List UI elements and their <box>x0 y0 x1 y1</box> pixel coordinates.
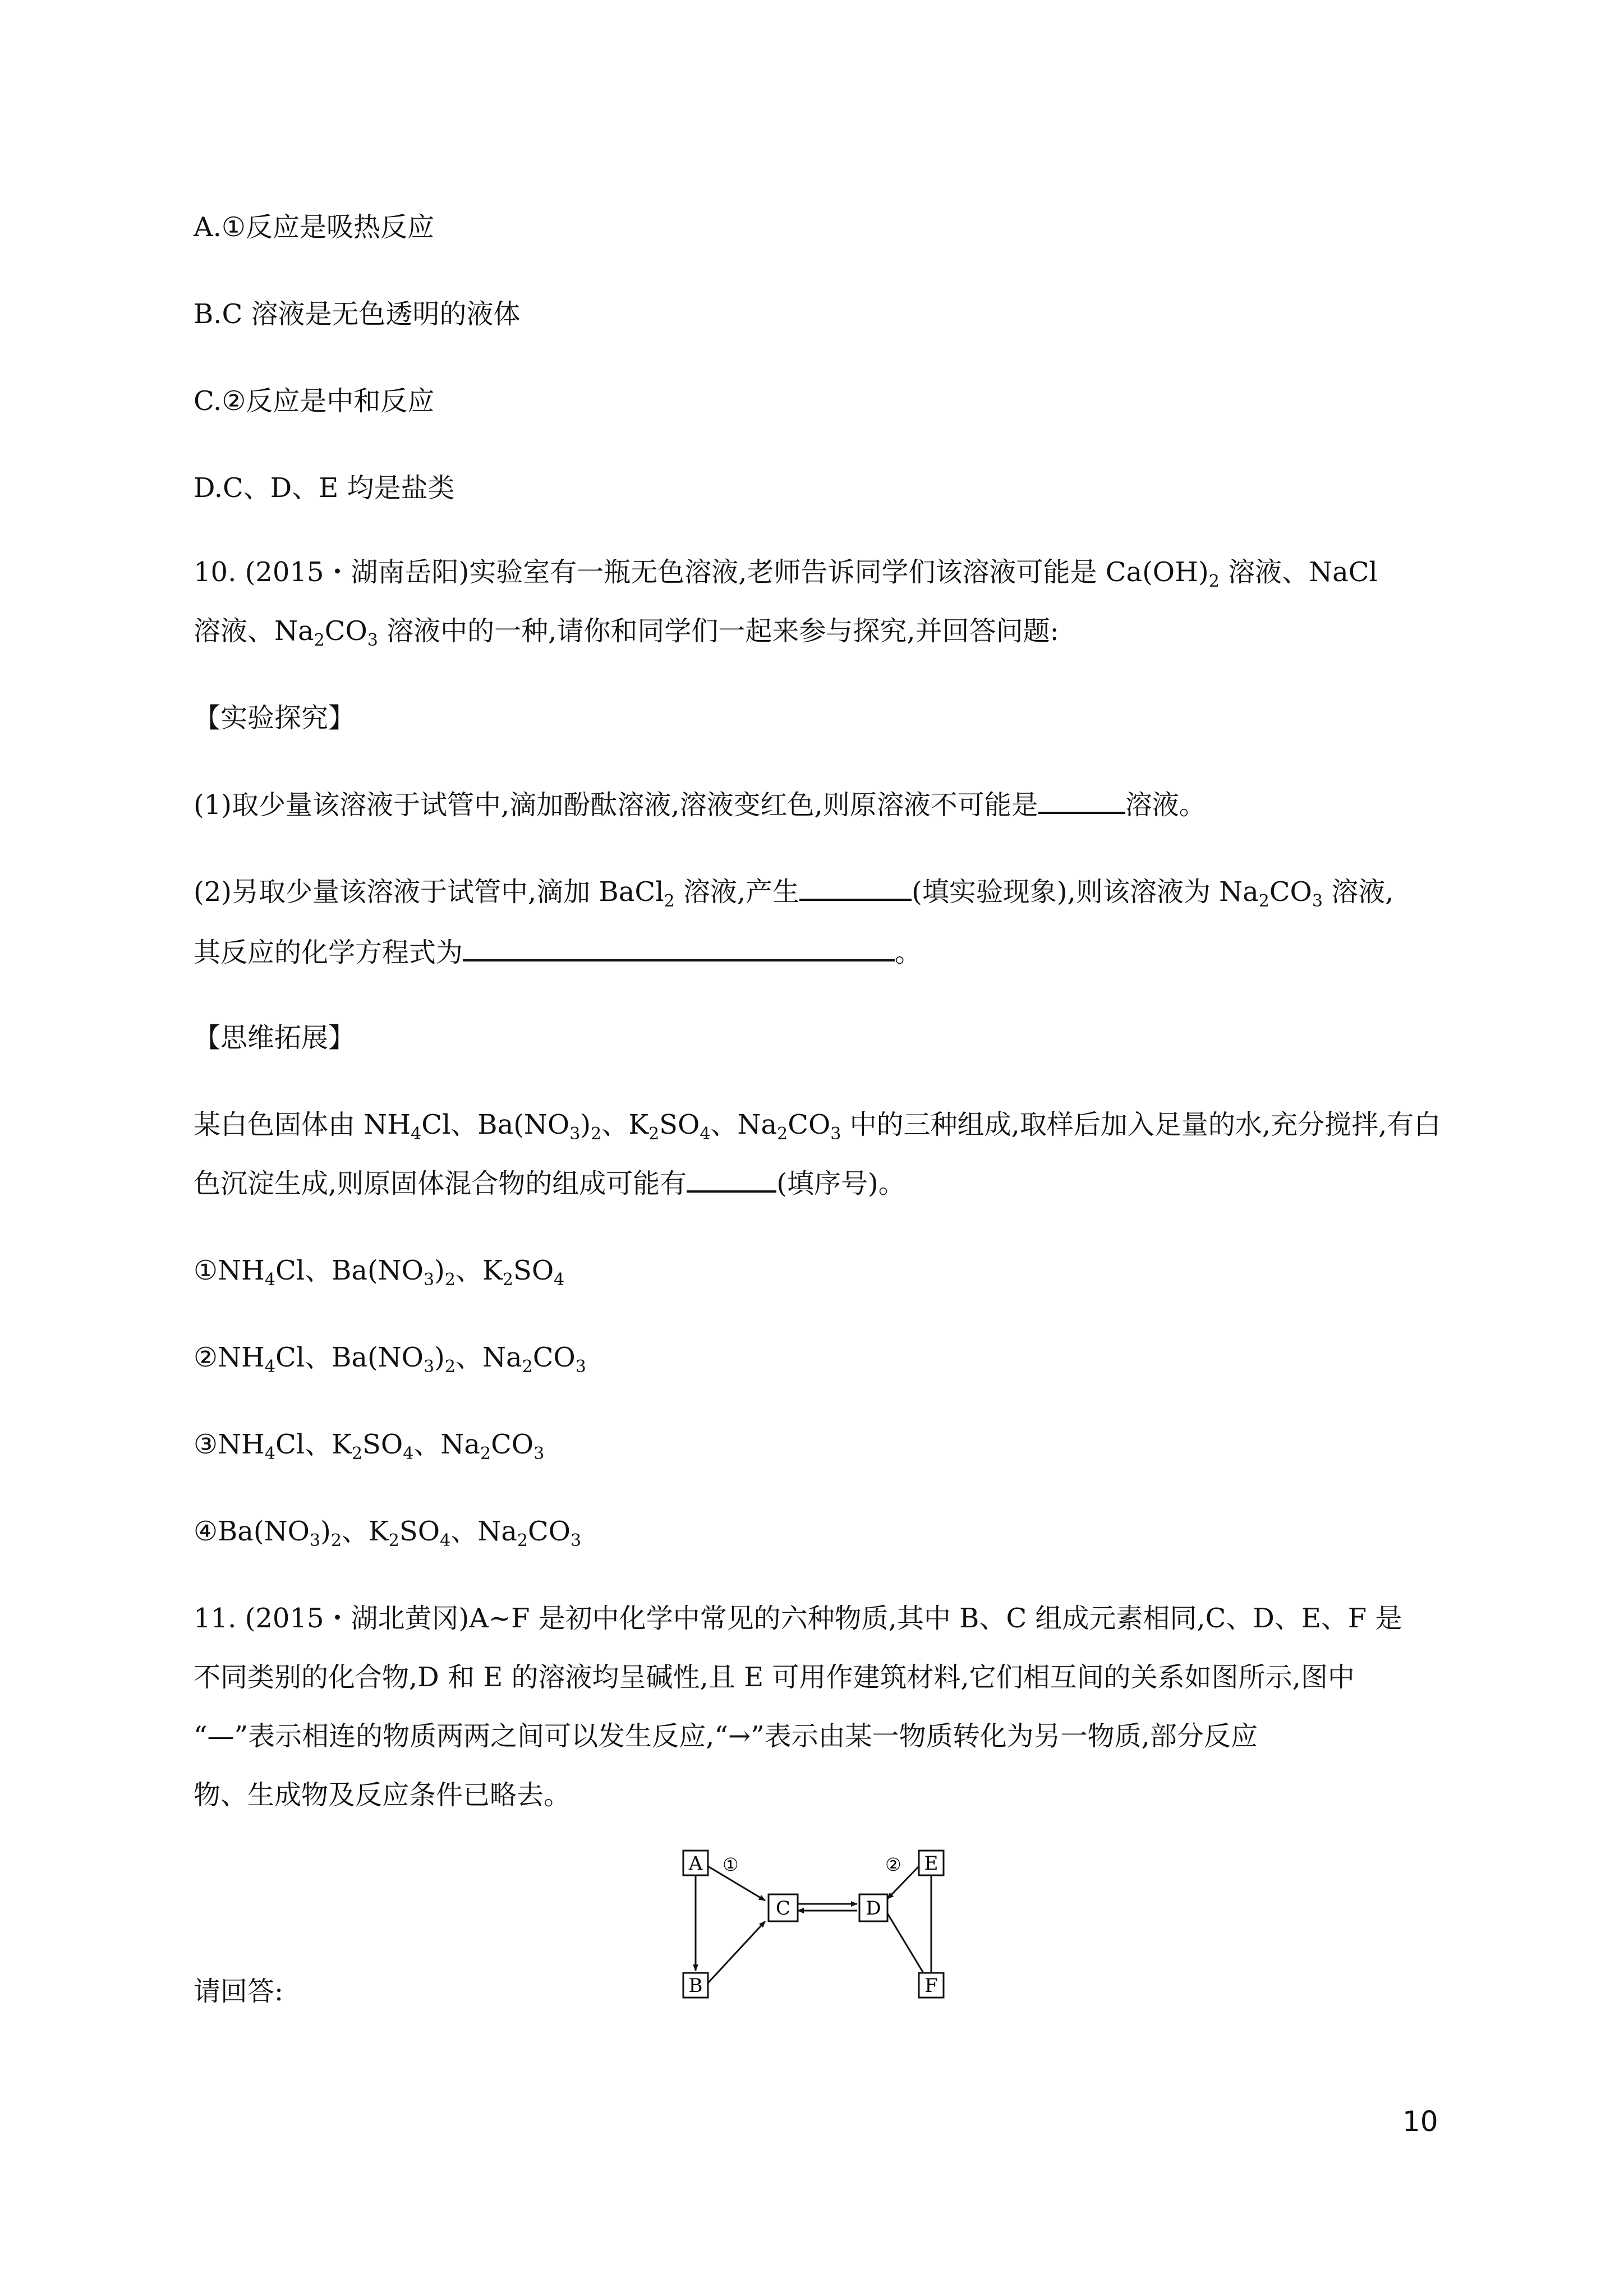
q9-option-a: A.①反应是吸热反应 <box>194 211 434 243</box>
node-c-label: C <box>775 1897 791 1920</box>
node-b <box>683 1973 708 1998</box>
node-c <box>769 1894 798 1921</box>
arrow-b-to-c <box>708 1921 765 1983</box>
node-f <box>919 1973 944 1998</box>
q10-intro-line-2: 溶液、$Na_2CO_3$ 溶液中的一种,请你和同学们一起来参与探究,并回答问题: <box>194 615 1059 650</box>
q10-thinking-line-2: 色沉淀生成,则原固体混合物的组成可能有 (填序号)。 <box>194 1168 905 1199</box>
node-f-label: F <box>924 1975 938 1997</box>
link-d-f <box>887 1913 923 1973</box>
section-heading-experiment: 【实验探究】 <box>194 702 356 734</box>
node-d-label: D <box>866 1897 881 1920</box>
answer-blank[interactable] <box>687 1168 776 1193</box>
q11-line-1: 11. (2015・湖北黄冈)A~F 是初中化学中常见的六种物质,其中 B、C 组成元素相同,C、D、E、F 是 <box>194 1603 1402 1634</box>
answer-blank[interactable] <box>799 876 912 901</box>
q10-intro-line-1: 10. (2015・湖南岳阳)实验室有一瓶无色溶液,老师告诉同学们该溶液可能是 $Ca(OH)_2$ 溶液、NaCl <box>194 556 1378 591</box>
node-e <box>919 1851 944 1875</box>
q10-part-1: (1)取少量该溶液于试管中,滴加酚酞溶液,溶液变红色,则原溶液不可能是 溶液。 <box>194 789 1206 821</box>
q9-option-d: D.C、D、E 均是盐类 <box>194 472 455 504</box>
q10-part-2-line-2: 其反应的化学方程式为 。 <box>194 937 922 968</box>
node-a-label: A <box>688 1852 703 1875</box>
composition-option-2: $②NH_4Cl$、$Ba(NO_3)_2$、$Na_2CO_3$ <box>194 1342 586 1377</box>
q10-thinking-line-1: 某白色固体由 $NH_4Cl$、$Ba(NO_3)_2$、$K_2SO_4$、$Na_2CO_3$ 中的三种组成,取样后加入足量的水,充分搅拌,有白 <box>194 1109 1441 1144</box>
page-number: 10 <box>1402 2105 1438 2138</box>
reaction-mark-1: ① <box>723 1854 739 1875</box>
q11-line-4: 物、生成物及反应条件已略去。 <box>194 1779 571 1811</box>
section-heading-thinking: 【思维拓展】 <box>194 1022 356 1053</box>
q9-option-b: B.C 溶液是无色透明的液体 <box>194 298 521 330</box>
node-d <box>859 1894 887 1921</box>
q11-answer-prompt: 请回答: <box>194 1976 284 2007</box>
q11-line-3: “—”表示相连的物质两两之间可以发生反应,“→”表示由某一物质转化为另一物质,部分反应 <box>194 1720 1258 1752</box>
answer-blank[interactable] <box>463 937 895 961</box>
composition-option-4: $④Ba(NO_3)_2$、$K_2SO_4$、$Na_2CO_3$ <box>194 1516 582 1550</box>
relationship-diagram <box>656 1848 970 2011</box>
reaction-mark-2: ② <box>885 1854 901 1875</box>
node-b-label: B <box>688 1975 703 1997</box>
node-a <box>683 1851 708 1875</box>
q10-part-2-line-1: (2)另取少量该溶液于试管中,滴加 BaCl$_2$ 溶液,产生 (填实验现象),则该溶液为 $Na_2CO_3$ 溶液, <box>194 876 1394 911</box>
composition-option-3: $③NH_4Cl$、$K_2SO_4$、$Na_2CO_3$ <box>194 1429 545 1464</box>
q9-option-c: C.②反应是中和反应 <box>194 385 435 417</box>
q11-line-2: 不同类别的化合物,D 和 E 的溶液均呈碱性,且 E 可用作建筑材料,它们相互间的关系如图所示,图中 <box>194 1662 1355 1693</box>
answer-blank[interactable] <box>1038 789 1125 814</box>
composition-option-1: $①NH_4Cl$、$Ba(NO_3)_2$、$K_2SO_4$ <box>194 1255 565 1290</box>
node-e-label: E <box>924 1852 938 1875</box>
